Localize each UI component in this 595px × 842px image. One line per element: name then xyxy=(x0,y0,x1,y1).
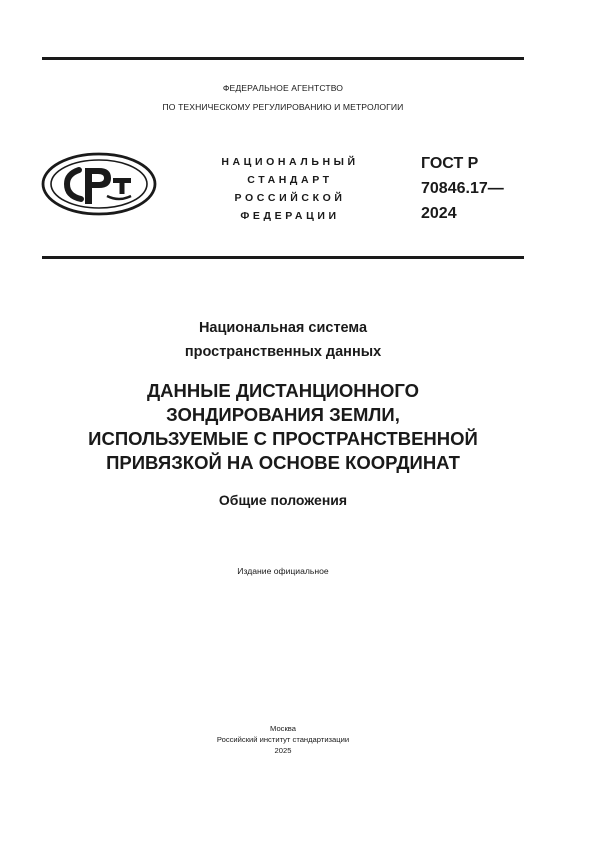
document-subtitle: Общие положения xyxy=(218,492,348,508)
document-title-line-3: ИСПОЛЬЗУЕМЫЕ С ПРОСТРАНСТВЕННОЙ xyxy=(88,428,478,449)
series-title-line-1: Национальная система xyxy=(198,320,368,336)
standard-designation-line-1: ГОСТ Р xyxy=(421,155,479,172)
standard-designation-line-3: 2024 xyxy=(421,205,457,222)
imprint-year: 2025 xyxy=(274,746,292,755)
header-bottom-rule xyxy=(42,256,524,259)
document-title-line-2: ЗОНДИРОВАНИЯ ЗЕМЛИ, xyxy=(166,404,400,425)
imprint-publisher: Российский институт стандартизации xyxy=(216,735,350,744)
standard-designation-line-2: 70846.17— xyxy=(421,180,504,197)
document-title-line-1: ДАННЫЕ ДИСТАНЦИОННОГО xyxy=(146,380,420,401)
agency-line-1: ФЕДЕРАЛЬНОЕ АГЕНТСТВО xyxy=(222,83,344,93)
edition-label: Издание официальное xyxy=(237,566,329,576)
agency-line-2: ПО ТЕХНИЧЕСКОМУ РЕГУЛИРОВАНИЮ И МЕТРОЛОГИИ xyxy=(162,102,404,112)
rst-certification-mark-icon xyxy=(41,152,157,216)
series-title-line-2: пространственных данных xyxy=(184,344,382,360)
standard-kind-line-2: СТАНДАРТ xyxy=(247,174,333,186)
top-rule xyxy=(42,57,524,60)
standard-kind-line-3: РОССИЙСКОЙ xyxy=(234,192,346,204)
standard-kind-line-1: НАЦИОНАЛЬНЫЙ xyxy=(221,156,359,168)
imprint-city: Москва xyxy=(270,724,296,733)
standard-kind-line-4: ФЕДЕРАЦИИ xyxy=(240,210,340,222)
document-title-line-4: ПРИВЯЗКОЙ НА ОСНОВЕ КООРДИНАТ xyxy=(106,452,460,473)
